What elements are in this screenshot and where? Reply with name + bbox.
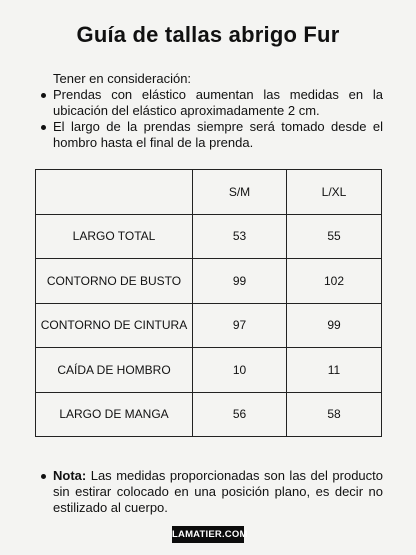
footnote-list — [41, 468, 383, 516]
note-text: Las medidas proporcionadas son las del producto sin estirar colocado en una posición plano, es decir no estilizado al cuerpo. — [53, 468, 383, 515]
notes-intro: Tener en consideración: — [53, 71, 192, 86]
size-table — [35, 169, 382, 437]
table-row — [36, 214, 382, 259]
list-item: Prendas con elástico aumentan las medidas en la ubicación del elástico aproximadamente 2 cm. — [41, 87, 383, 119]
header-cell-lxl: L/XL — [287, 170, 382, 215]
value-sm: 97 — [193, 303, 287, 348]
value-lxl: 11 — [287, 348, 382, 393]
header-cell-sm: S/M — [193, 170, 287, 215]
measure-label: CONTORNO DE CINTURA — [36, 303, 193, 348]
table-header-row — [36, 170, 382, 215]
table-row — [36, 392, 382, 437]
consideration-notes — [41, 71, 383, 151]
measure-label: LARGO DE MANGA — [36, 392, 193, 437]
table-row — [36, 303, 382, 348]
measure-label: LARGO TOTAL — [36, 214, 193, 259]
list-item: El largo de la prendas siempre será tomado desde el hombro hasta el final de la prenda. — [41, 119, 383, 151]
page-title: Guía de tallas abrigo Fur — [76, 22, 340, 47]
value-lxl: 99 — [287, 303, 382, 348]
notes-list — [41, 87, 383, 151]
value-lxl: 58 — [287, 392, 382, 437]
measure-label: CONTORNO DE BUSTO — [36, 259, 193, 304]
footnote — [41, 468, 383, 516]
brand-logo: LAMATIER.COM — [172, 526, 244, 543]
value-lxl: 55 — [287, 214, 382, 259]
table-row — [36, 259, 382, 304]
note-label: Nota: — [53, 468, 87, 483]
table-row — [36, 348, 382, 393]
value-sm: 99 — [193, 259, 287, 304]
value-sm: 10 — [193, 348, 287, 393]
value-sm: 56 — [193, 392, 287, 437]
measure-label: CAÍDA DE HOMBRO — [36, 348, 193, 393]
value-lxl: 102 — [287, 259, 382, 304]
header-cell-measure — [36, 170, 193, 215]
list-item — [41, 468, 383, 516]
value-sm: 53 — [193, 214, 287, 259]
